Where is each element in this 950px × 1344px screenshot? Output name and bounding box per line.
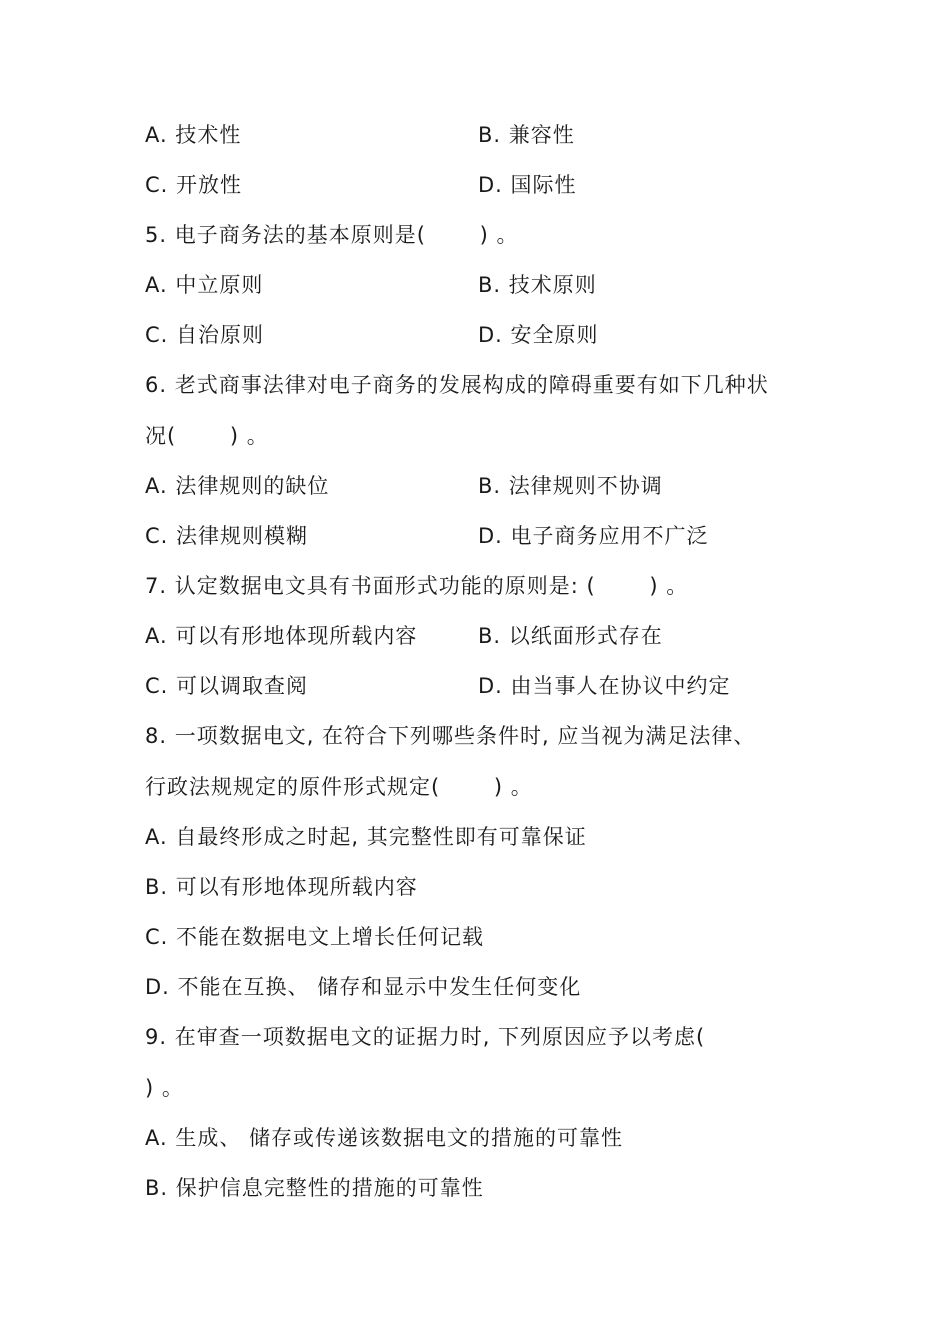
option-line bbox=[0, 822, 950, 852]
option-b: B. 可以有形地体现所载内容 bbox=[145, 875, 418, 899]
option-d-international: D. 国际性 bbox=[478, 173, 577, 197]
question-7 bbox=[0, 571, 950, 601]
question-9-continued bbox=[0, 1073, 950, 1103]
option-row bbox=[0, 120, 950, 150]
question-8-continued bbox=[0, 772, 950, 802]
option-row bbox=[0, 621, 950, 651]
question-text: 况( ) 。 bbox=[145, 424, 269, 448]
question-text: 6. 老式商事法律对电子商务的发展构成的障碍重要有如下几种状 bbox=[145, 373, 769, 397]
question-text: 行政法规规定的原件形式规定( ) 。 bbox=[145, 775, 533, 799]
option-d: D. 由当事人在协议中约定 bbox=[478, 674, 731, 698]
question-text: 8. 一项数据电文, 在符合下列哪些条件时, 应当视为满足法律、 bbox=[145, 724, 756, 748]
option-line bbox=[0, 922, 950, 952]
question-text: ) 。 bbox=[145, 1076, 184, 1100]
option-d: D. 不能在互换、 储存和显示中发生任何变化 bbox=[145, 975, 582, 999]
option-a: A. 中立原则 bbox=[145, 273, 264, 297]
option-line bbox=[0, 972, 950, 1002]
option-b-compatible: B. 兼容性 bbox=[478, 123, 575, 147]
question-text: 7. 认定数据电文具有书面形式功能的原则是: ( ) 。 bbox=[145, 574, 689, 598]
question-text: 9. 在审查一项数据电文的证据力时, 下列原因应予以考虑( bbox=[145, 1025, 706, 1049]
option-row bbox=[0, 671, 950, 701]
option-row bbox=[0, 521, 950, 551]
option-line bbox=[0, 872, 950, 902]
option-d: D. 安全原则 bbox=[478, 323, 599, 347]
option-d: D. 电子商务应用不广泛 bbox=[478, 524, 709, 548]
option-a: A. 法律规则的缺位 bbox=[145, 474, 330, 498]
question-text: 5. 电子商务法的基本原则是( ) 。 bbox=[145, 223, 519, 247]
option-row bbox=[0, 170, 950, 200]
option-row bbox=[0, 270, 950, 300]
option-c: C. 可以调取查阅 bbox=[145, 674, 309, 698]
option-b: B. 法律规则不协调 bbox=[478, 474, 663, 498]
option-c: C. 自治原则 bbox=[145, 323, 265, 347]
option-b: B. 保护信息完整性的措施的可靠性 bbox=[145, 1176, 484, 1200]
option-c: C. 不能在数据电文上增长任何记载 bbox=[145, 925, 485, 949]
question-6-continued bbox=[0, 421, 950, 451]
option-a: A. 可以有形地体现所载内容 bbox=[145, 624, 418, 648]
option-line bbox=[0, 1123, 950, 1153]
option-b: B. 技术原则 bbox=[478, 273, 597, 297]
question-5 bbox=[0, 220, 950, 250]
option-c: C. 法律规则模糊 bbox=[145, 524, 309, 548]
option-row bbox=[0, 320, 950, 350]
option-a: A. 自最终形成之时起, 其完整性即有可靠保证 bbox=[145, 825, 587, 849]
question-8 bbox=[0, 721, 950, 751]
option-a: A. 生成、 储存或传递该数据电文的措施的可靠性 bbox=[145, 1126, 624, 1150]
option-c-open: C. 开放性 bbox=[145, 173, 243, 197]
option-b: B. 以纸面形式存在 bbox=[478, 624, 663, 648]
question-9 bbox=[0, 1022, 950, 1052]
question-6 bbox=[0, 370, 950, 400]
option-row bbox=[0, 471, 950, 501]
option-line bbox=[0, 1173, 950, 1203]
option-a-technical: A. 技术性 bbox=[145, 123, 242, 147]
